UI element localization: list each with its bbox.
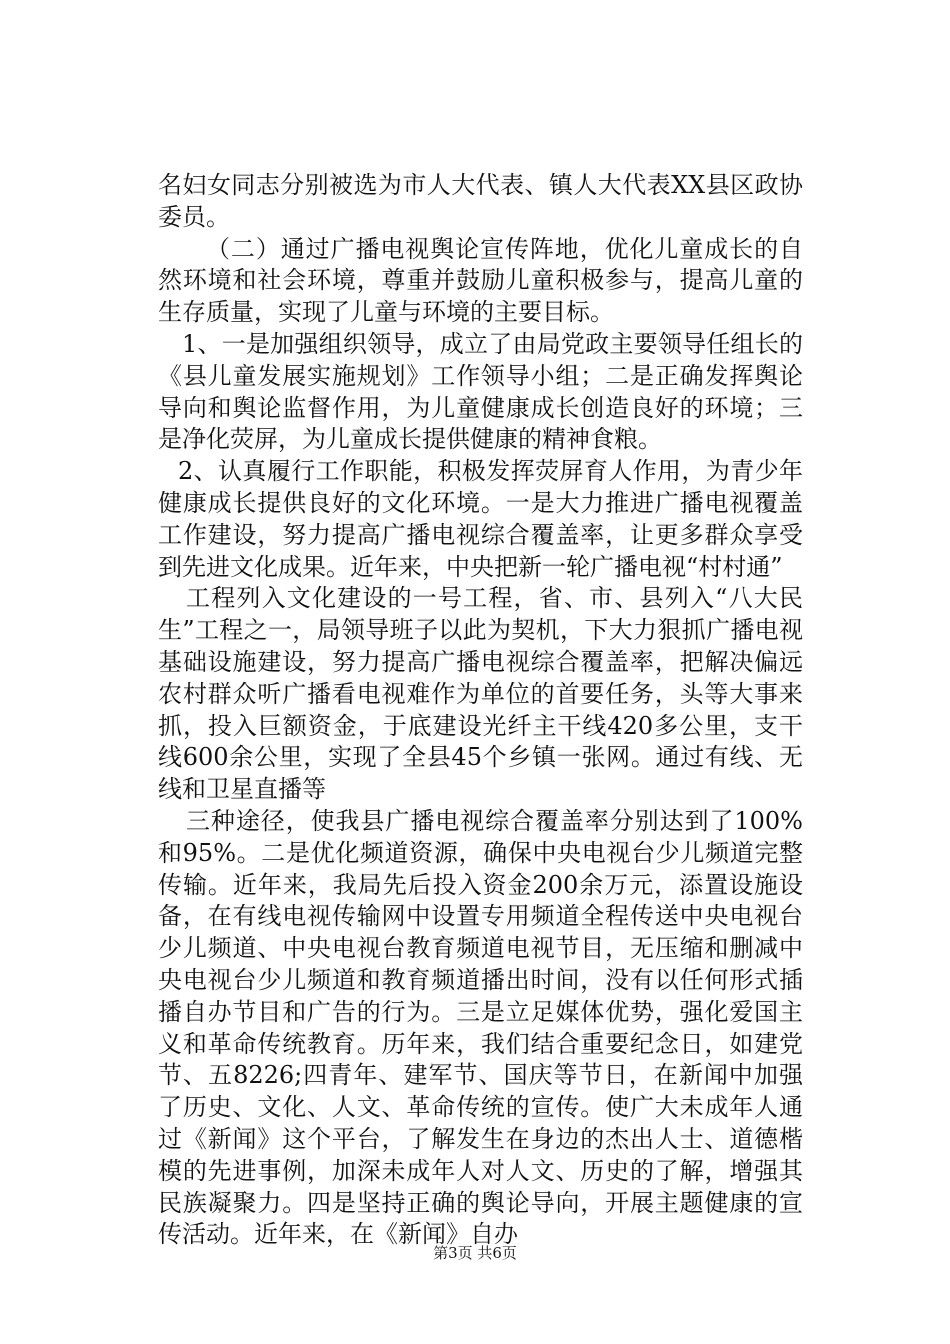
- paragraph-item-2: 2、认真履行工作职能，积极发挥荧屏育人作用，为青少年健康成长提供良好的文化环境。一是大力推进广播电视覆盖工作建设，努力提高广播电视综合覆盖率，让更多群众享受到先进文化成果。近年来，中央把新一轮广播电视“村村通”: [158, 457, 803, 581]
- paragraph-continuation: 名妇女同志分别被选为市人大代表、镇人大代表XX县区政协委员。: [158, 171, 803, 231]
- paragraph-coverage: 三种途径，使我县广播电视综合覆盖率分别达到了100%和95%。二是优化频道资源，确保中央电视台少儿频道完整传输。近年来，我局先后投入资金200余万元，添置设施设备，在有线电视传输网中设置专用频道全程传送中央电视台少儿频道、中央电视台教育频道电视节目，无压缩和删减中央电视台少儿频道和教育频道播出时间，没有以任何形式插播自办节目和广告的行为。三是立足媒体优势，强化爱国主义和革命传统教育。历年来，我们结合重要纪念日，如建党节、五8226;四青年、建军节、国庆等节日，在新闻中加强了历史、文化、人文、革命传统的宣传。使广大未成年人通过《新闻》这个平台，了解发生在身边的杰出人士、道德楷模的先进事例，加深未成年人对人文、历史的了解，增强其民族凝聚力。四是坚持正确的舆论导向，开展主题健康的宣传活动。近年来，在《新闻》自办: [158, 806, 803, 1249]
- page-footer: 第3页 共6页: [433, 1244, 517, 1262]
- document-body: [158, 170, 803, 1251]
- paragraph-item-1: 1、一是加强组织领导，成立了由局党政主要领导任组长的《县儿童发展实施规划》工作领导小组；二是正确发挥舆论导向和舆论监督作用，为儿童健康成长创造良好的环境；三是净化荧屏，为儿童成长提供健康的精神食粮。: [158, 329, 803, 454]
- paragraph-project: 工程列入文化建设的一号工程，省、市、县列入“八大民生”工程之一，局领导班子以此为契机，下大力狠抓广播电视基础设施建设，努力提高广播电视综合覆盖率，把解决偏远农村群众听广播看电视难作为单位的首要任务，头等大事来抓，投入巨额资金，于底建设光纤主干线420多公里，支干线600余公里，实现了全县45个乡镇一张网。通过有线、无线和卫星直播等: [158, 584, 803, 804]
- paragraph-section-2: （二）通过广播电视舆论宣传阵地，优化儿童成长的自然环境和社会环境，尊重并鼓励儿童积极参与，提高儿童的生存质量，实现了儿童与环境的主要目标。: [158, 234, 803, 327]
